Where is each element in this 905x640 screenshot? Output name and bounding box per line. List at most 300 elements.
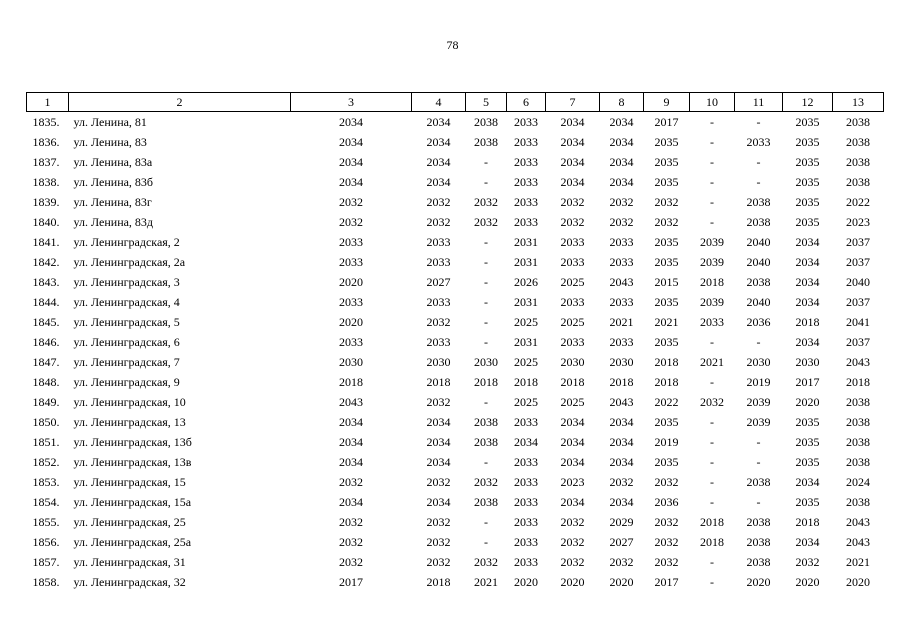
year-cell: 2032 — [339, 474, 363, 489]
year-cell: 2032 — [560, 194, 585, 209]
year-cell: 2038 — [746, 554, 771, 569]
year-cell: 2033 — [339, 294, 363, 309]
year-cell: 2035 — [654, 414, 679, 429]
year-cell: 2038 — [846, 494, 870, 509]
year-cell: 2032 — [426, 394, 451, 409]
year-cell: 2039 — [700, 254, 724, 269]
year-cell: 2043 — [846, 514, 870, 529]
year-cell: - — [710, 334, 714, 349]
year-cell: 2035 — [654, 294, 679, 309]
year-cell: - — [484, 334, 488, 349]
table-row — [27, 132, 884, 152]
year-cell: 2025 — [560, 274, 585, 289]
year-cell: 2034 — [426, 134, 451, 149]
year-cell: 2035 — [654, 134, 679, 149]
year-cell: 2027 — [609, 534, 634, 549]
year-cell: 2033 — [514, 494, 538, 509]
year-cell: 2033 — [560, 294, 585, 309]
year-cell: - — [710, 414, 714, 429]
year-cell: 2030 — [609, 354, 634, 369]
table-row — [27, 532, 884, 552]
year-cell: 2019 — [654, 434, 679, 449]
year-cell: 2032 — [560, 214, 585, 229]
year-cell: 2033 — [514, 154, 538, 169]
year-cell: 2020 — [846, 574, 870, 589]
year-cell: 2033 — [426, 294, 451, 309]
year-cell: 2032 — [426, 474, 451, 489]
year-cell: 2035 — [654, 154, 679, 169]
year-cell: - — [756, 494, 761, 509]
year-cell: 2032 — [654, 194, 679, 209]
year-cell: 2029 — [609, 514, 634, 529]
year-cell: 2034 — [339, 174, 363, 189]
year-cell: - — [710, 174, 714, 189]
row-number: 1842. — [32, 254, 60, 269]
year-cell: 2032 — [339, 554, 363, 569]
table-row — [27, 152, 884, 172]
year-cell: 2032 — [560, 554, 585, 569]
address-cell: ул. Ленинградская, 4 — [73, 294, 180, 309]
year-cell: - — [756, 334, 761, 349]
year-cell: 2032 — [474, 194, 498, 209]
year-cell: 2035 — [654, 174, 679, 189]
column-header-12: 12 — [783, 93, 833, 112]
year-cell: - — [710, 214, 714, 229]
year-cell: 2032 — [426, 514, 451, 529]
year-cell: 2035 — [654, 234, 679, 249]
schedule-table — [26, 92, 884, 592]
year-cell: 2033 — [514, 194, 538, 209]
address-cell: ул. Ленинградская, 25а — [73, 534, 192, 549]
address-cell: ул. Ленина, 83г — [73, 194, 152, 209]
year-cell: 2032 — [426, 214, 451, 229]
year-cell: 2025 — [514, 354, 538, 369]
year-cell: - — [756, 154, 761, 169]
year-cell: 2015 — [654, 274, 679, 289]
year-cell: 2033 — [514, 214, 538, 229]
year-cell: 2020 — [514, 574, 538, 589]
year-cell: 2039 — [700, 294, 724, 309]
year-cell: 2017 — [795, 374, 820, 389]
address-cell: ул. Ленинградская, 9 — [73, 374, 180, 389]
year-cell: 2034 — [795, 474, 820, 489]
year-cell: 2032 — [426, 194, 451, 209]
year-cell: 2021 — [474, 574, 498, 589]
year-cell: 2038 — [746, 534, 771, 549]
year-cell: - — [710, 434, 714, 449]
year-cell: 2018 — [339, 374, 363, 389]
table-row — [27, 412, 884, 432]
year-cell: 2019 — [746, 374, 771, 389]
year-cell: 2038 — [746, 474, 771, 489]
year-cell: 2038 — [846, 434, 870, 449]
year-cell: 2034 — [339, 114, 363, 129]
year-cell: 2034 — [609, 494, 634, 509]
year-cell: 2037 — [846, 334, 870, 349]
year-cell: 2032 — [560, 514, 585, 529]
year-cell: 2018 — [795, 314, 820, 329]
year-cell: 2035 — [795, 114, 820, 129]
year-cell: 2032 — [700, 394, 724, 409]
year-cell: 2020 — [339, 274, 363, 289]
year-cell: 2035 — [795, 214, 820, 229]
column-header-8: 8 — [600, 93, 644, 112]
year-cell: 2043 — [609, 394, 634, 409]
year-cell: - — [484, 454, 488, 469]
row-number: 1852. — [32, 454, 60, 469]
column-header-4: 4 — [412, 93, 466, 112]
year-cell: 2034 — [560, 134, 585, 149]
year-cell: 2037 — [846, 294, 870, 309]
year-cell: 2032 — [339, 534, 363, 549]
year-cell: 2033 — [560, 254, 585, 269]
year-cell: 2038 — [846, 454, 870, 469]
year-cell: 2038 — [746, 214, 771, 229]
year-cell: - — [484, 514, 488, 529]
year-cell: 2034 — [560, 454, 585, 469]
year-cell: 2034 — [426, 454, 451, 469]
year-cell: 2033 — [514, 174, 538, 189]
year-cell: - — [756, 434, 761, 449]
year-cell: 2035 — [795, 194, 820, 209]
year-cell: - — [710, 454, 714, 469]
table-row — [27, 292, 884, 312]
year-cell: - — [484, 274, 488, 289]
address-cell: ул. Ленинградская, 13в — [73, 454, 192, 469]
year-cell: 2030 — [474, 354, 498, 369]
year-cell: 2036 — [746, 314, 771, 329]
year-cell: 2034 — [609, 174, 634, 189]
year-cell: 2043 — [339, 394, 363, 409]
year-cell: - — [484, 314, 488, 329]
table-row — [27, 252, 884, 272]
year-cell: 2031 — [514, 234, 538, 249]
table-row — [27, 572, 884, 592]
year-cell: 2033 — [609, 334, 634, 349]
address-cell: ул. Ленина, 83д — [73, 214, 154, 229]
column-header-7: 7 — [546, 93, 600, 112]
year-cell: 2038 — [474, 114, 498, 129]
year-cell: 2021 — [846, 554, 870, 569]
year-cell: 2027 — [426, 274, 451, 289]
year-cell: 2018 — [654, 374, 679, 389]
year-cell: 2038 — [846, 414, 870, 429]
year-cell: - — [710, 114, 714, 129]
year-cell: 2034 — [426, 174, 451, 189]
year-cell: 2025 — [560, 394, 585, 409]
address-cell: ул. Ленинградская, 2 — [73, 234, 180, 249]
address-cell: ул. Ленинградская, 25 — [73, 514, 186, 529]
year-cell: 2018 — [426, 374, 451, 389]
row-number: 1841. — [32, 234, 60, 249]
year-cell: 2032 — [426, 314, 451, 329]
year-cell: 2040 — [846, 274, 870, 289]
year-cell: 2026 — [514, 274, 538, 289]
table-row — [27, 232, 884, 252]
year-cell: - — [710, 474, 714, 489]
row-number: 1856. — [32, 534, 60, 549]
year-cell: 2033 — [339, 234, 363, 249]
year-cell: 2038 — [846, 134, 870, 149]
year-cell: 2035 — [795, 414, 820, 429]
year-cell: 2035 — [654, 334, 679, 349]
year-cell: 2038 — [474, 134, 498, 149]
year-cell: 2033 — [514, 114, 538, 129]
year-cell: 2035 — [795, 494, 820, 509]
year-cell: 2036 — [654, 494, 679, 509]
year-cell: 2038 — [746, 194, 771, 209]
year-cell: 2018 — [795, 514, 820, 529]
year-cell: 2032 — [339, 514, 363, 529]
year-cell: 2031 — [514, 254, 538, 269]
year-cell: 2038 — [474, 494, 498, 509]
table-row — [27, 272, 884, 292]
row-number: 1854. — [32, 494, 60, 509]
year-cell: 2034 — [609, 414, 634, 429]
year-cell: 2038 — [846, 114, 870, 129]
year-cell: 2032 — [609, 554, 634, 569]
year-cell: 2032 — [426, 534, 451, 549]
address-cell: ул. Ленинградская, 15а — [73, 494, 192, 509]
year-cell: 2032 — [654, 214, 679, 229]
year-cell: 2033 — [514, 414, 538, 429]
year-cell: 2043 — [846, 534, 870, 549]
year-cell: 2033 — [514, 534, 538, 549]
year-cell: 2021 — [654, 314, 679, 329]
row-number: 1840. — [32, 214, 60, 229]
year-cell: 2022 — [654, 394, 679, 409]
year-cell: 2034 — [426, 154, 451, 169]
year-cell: 2033 — [426, 334, 451, 349]
year-cell: 2038 — [846, 394, 870, 409]
address-cell: ул. Ленинградская, 6 — [73, 334, 180, 349]
year-cell: 2033 — [609, 294, 634, 309]
year-cell: 2023 — [846, 214, 870, 229]
year-cell: 2018 — [560, 374, 585, 389]
year-cell: 2040 — [746, 294, 771, 309]
table-row — [27, 192, 884, 212]
year-cell: 2032 — [474, 474, 498, 489]
year-cell: 2034 — [426, 114, 451, 129]
year-cell: 2033 — [514, 454, 538, 469]
year-cell: 2034 — [426, 414, 451, 429]
year-cell: 2024 — [846, 474, 870, 489]
table-row — [27, 372, 884, 392]
year-cell: 2022 — [846, 194, 870, 209]
year-cell: 2034 — [609, 434, 634, 449]
year-cell: 2035 — [654, 454, 679, 469]
year-cell: 2018 — [846, 374, 870, 389]
year-cell: 2033 — [339, 334, 363, 349]
year-cell: - — [484, 394, 488, 409]
year-cell: 2035 — [795, 434, 820, 449]
year-cell: 2032 — [474, 214, 498, 229]
year-cell: - — [484, 174, 488, 189]
year-cell: - — [484, 154, 488, 169]
address-cell: ул. Ленинградская, 32 — [73, 574, 186, 589]
row-number: 1843. — [32, 274, 60, 289]
year-cell: 2043 — [846, 354, 870, 369]
year-cell: 2035 — [795, 134, 820, 149]
year-cell: 2034 — [339, 414, 363, 429]
year-cell: 2033 — [426, 234, 451, 249]
year-cell: 2034 — [426, 434, 451, 449]
table-row — [27, 332, 884, 352]
year-cell: 2033 — [514, 134, 538, 149]
year-cell: 2032 — [654, 474, 679, 489]
year-cell: 2034 — [609, 154, 634, 169]
year-cell: 2034 — [795, 234, 820, 249]
year-cell: 2017 — [654, 114, 679, 129]
table-row — [27, 312, 884, 332]
address-cell: ул. Ленинградская, 7 — [73, 354, 180, 369]
year-cell: 2033 — [426, 254, 451, 269]
year-cell: 2032 — [654, 514, 679, 529]
year-cell: 2032 — [339, 214, 363, 229]
year-cell: 2033 — [609, 234, 634, 249]
year-cell: - — [710, 154, 714, 169]
row-number: 1849. — [32, 394, 60, 409]
year-cell: 2039 — [746, 394, 771, 409]
year-cell: 2018 — [700, 514, 724, 529]
year-cell: 2034 — [339, 154, 363, 169]
year-cell: 2020 — [795, 394, 820, 409]
year-cell: - — [710, 494, 714, 509]
row-number: 1857. — [32, 554, 60, 569]
year-cell: 2034 — [609, 134, 634, 149]
year-cell: 2018 — [426, 574, 451, 589]
row-number: 1850. — [32, 414, 60, 429]
address-cell: ул. Ленинградская, 5 — [73, 314, 180, 329]
table-row — [27, 172, 884, 192]
year-cell: 2039 — [746, 414, 771, 429]
year-cell: - — [484, 294, 488, 309]
row-number: 1855. — [32, 514, 60, 529]
year-cell: - — [484, 534, 488, 549]
year-cell: 2037 — [846, 254, 870, 269]
year-cell: 2031 — [514, 294, 538, 309]
column-header-11: 11 — [735, 93, 783, 112]
year-cell: 2034 — [339, 454, 363, 469]
year-cell: 2017 — [339, 574, 363, 589]
table-row — [27, 352, 884, 372]
year-cell: - — [710, 374, 714, 389]
year-cell: 2032 — [654, 554, 679, 569]
year-cell: 2034 — [426, 494, 451, 509]
address-cell: ул. Ленинградская, 3 — [73, 274, 180, 289]
address-cell: ул. Ленина, 81 — [73, 114, 147, 129]
year-cell: 2038 — [846, 174, 870, 189]
year-cell: 2035 — [795, 454, 820, 469]
table-row — [27, 512, 884, 532]
table-row — [27, 112, 884, 133]
year-cell: 2033 — [609, 254, 634, 269]
year-cell: 2032 — [609, 194, 634, 209]
row-number: 1837. — [32, 154, 60, 169]
year-cell: 2033 — [514, 474, 538, 489]
table-row — [27, 552, 884, 572]
year-cell: 2030 — [746, 354, 771, 369]
year-cell: 2037 — [846, 234, 870, 249]
year-cell: 2034 — [514, 434, 538, 449]
column-header-2: 2 — [69, 93, 291, 112]
row-number: 1845. — [32, 314, 60, 329]
address-cell: ул. Ленинградская, 2а — [73, 254, 186, 269]
year-cell: 2032 — [339, 194, 363, 209]
year-cell: 2034 — [560, 494, 585, 509]
year-cell: 2035 — [795, 174, 820, 189]
year-cell: 2040 — [746, 254, 771, 269]
year-cell: 2032 — [795, 554, 820, 569]
year-cell: 2020 — [560, 574, 585, 589]
year-cell: - — [710, 194, 714, 209]
year-cell: 2041 — [846, 314, 870, 329]
table-row — [27, 212, 884, 232]
year-cell: 2020 — [339, 314, 363, 329]
year-cell: 2030 — [795, 354, 820, 369]
year-cell: 2025 — [514, 314, 538, 329]
year-cell: 2032 — [474, 554, 498, 569]
year-cell: 2034 — [339, 434, 363, 449]
year-cell: 2025 — [560, 314, 585, 329]
address-cell: ул. Ленинградская, 31 — [73, 554, 186, 569]
year-cell: 2035 — [654, 254, 679, 269]
year-cell: 2033 — [514, 554, 538, 569]
column-header-3: 3 — [291, 93, 412, 112]
year-cell: 2033 — [514, 514, 538, 529]
year-cell: - — [756, 174, 761, 189]
year-cell: 2021 — [700, 354, 724, 369]
year-cell: 2030 — [560, 354, 585, 369]
year-cell: 2032 — [654, 534, 679, 549]
year-cell: 2039 — [700, 234, 724, 249]
year-cell: 2034 — [560, 154, 585, 169]
year-cell: 2038 — [474, 414, 498, 429]
column-header-1: 1 — [27, 93, 69, 112]
table-row — [27, 492, 884, 512]
row-number: 1838. — [32, 174, 60, 189]
address-cell: ул. Ленинградская, 13б — [73, 434, 192, 449]
year-cell: 2031 — [514, 334, 538, 349]
column-header-9: 9 — [644, 93, 690, 112]
year-cell: 2040 — [746, 234, 771, 249]
year-cell: 2020 — [746, 574, 771, 589]
year-cell: - — [710, 554, 714, 569]
table-row — [27, 452, 884, 472]
year-cell: 2034 — [560, 434, 585, 449]
year-cell: - — [484, 234, 488, 249]
year-cell: 2018 — [514, 374, 538, 389]
year-cell: 2018 — [474, 374, 498, 389]
table-row — [27, 432, 884, 452]
year-cell: - — [484, 254, 488, 269]
row-number: 1846. — [32, 334, 60, 349]
year-cell: 2018 — [700, 534, 724, 549]
year-cell: 2034 — [795, 294, 820, 309]
column-header-6: 6 — [507, 93, 546, 112]
year-cell: 2030 — [339, 354, 363, 369]
row-number: 1835. — [32, 114, 60, 129]
year-cell: 2034 — [339, 134, 363, 149]
row-number: 1847. — [32, 354, 60, 369]
year-cell: 2021 — [609, 314, 634, 329]
row-number: 1839. — [32, 194, 60, 209]
page-number: 78 — [446, 38, 459, 52]
year-cell: 2018 — [654, 354, 679, 369]
address-cell: ул. Ленинградская, 15 — [73, 474, 186, 489]
year-cell: 2034 — [560, 174, 585, 189]
year-cell: - — [710, 134, 714, 149]
